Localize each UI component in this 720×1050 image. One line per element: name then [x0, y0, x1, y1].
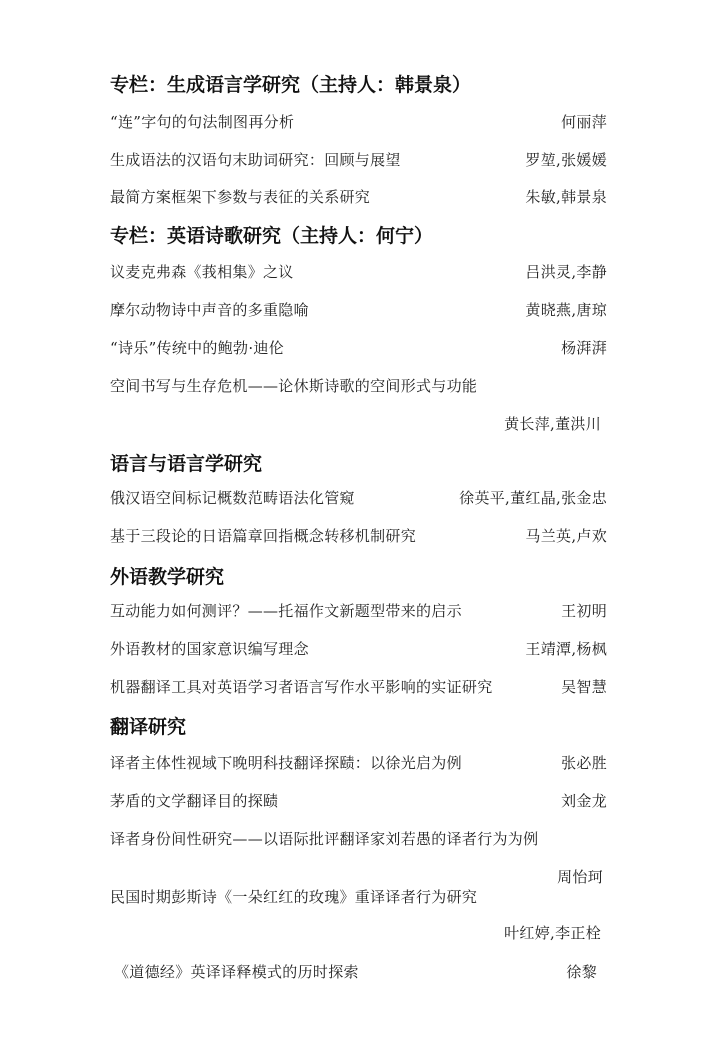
article-title: 互动能力如何测评？——托福作文新题型带来的启示 — [110, 602, 462, 620]
article-authors: 刘金龙 — [561, 792, 607, 810]
article-authors: 徐英平,董红晶,张金忠 — [459, 489, 607, 507]
article-title: 最简方案框架下参数与表征的关系研究 — [110, 188, 371, 206]
article-title: 译者主体性视域下晚明科技翻译探赜：以徐光启为例 — [110, 754, 462, 772]
article-authors: 徐黎 — [566, 963, 597, 981]
article-authors: 叶红婷,李正栓 — [504, 924, 601, 942]
article-title: 俄汉语空间标记概数范畴语法化管窥 — [110, 489, 355, 507]
article-authors: 吴智慧 — [561, 678, 607, 696]
section-heading: 专栏：英语诗歌研究（主持人：何宁） — [110, 225, 434, 247]
article-authors: 张必胜 — [561, 754, 607, 772]
article-authors: 王初明 — [561, 602, 607, 620]
article-authors: 杨湃湃 — [561, 339, 607, 357]
article-authors: 朱敏,韩景泉 — [525, 188, 607, 206]
section-heading: 专栏：生成语言学研究（主持人：韩景泉） — [110, 74, 472, 96]
article-title: 译者身份间性研究——以语际批评翻译家刘若愚的译者行为为例 — [110, 830, 539, 848]
article-authors: 黄长萍,董洪川 — [504, 415, 601, 433]
article-title: “连”字句的句法制图再分析 — [110, 113, 295, 131]
article-title: 《道德经》英译译释模式的历时探索 — [114, 963, 359, 981]
article-title: 生成语法的汉语句末助词研究：回顾与展望 — [110, 151, 401, 169]
article-title: 空间书写与生存危机——论休斯诗歌的空间形式与功能 — [110, 377, 478, 395]
section-heading: 语言与语言学研究 — [110, 453, 263, 475]
section-heading: 外语教学研究 — [110, 566, 225, 588]
article-title: 基于三段论的日语篇章回指概念转移机制研究 — [110, 527, 417, 545]
article-title: “诗乐”传统中的鲍勃·迪伦 — [110, 339, 285, 357]
article-title: 议麦克弗森《莪相集》之议 — [110, 263, 294, 281]
article-authors: 罗堃,张媛媛 — [525, 151, 607, 169]
article-authors: 何丽萍 — [561, 113, 607, 131]
article-title: 民国时期彭斯诗《一朵红红的玫瑰》重译译者行为研究 — [110, 888, 478, 906]
article-title: 摩尔动物诗中声音的多重隐喻 — [110, 301, 309, 319]
section-heading: 翻译研究 — [110, 716, 187, 738]
article-authors: 马兰英,卢欢 — [525, 527, 607, 545]
article-title: 茅盾的文学翻译目的探赜 — [110, 792, 279, 810]
article-title: 机器翻译工具对英语学习者语言写作水平影响的实证研究 — [110, 678, 493, 696]
article-authors: 周怡珂 — [557, 868, 603, 886]
article-authors: 王靖潭,杨枫 — [525, 640, 607, 658]
article-authors: 吕洪灵,李静 — [525, 263, 607, 281]
article-title: 外语教材的国家意识编写理念 — [110, 640, 309, 658]
article-authors: 黄晓燕,唐琼 — [525, 301, 607, 319]
